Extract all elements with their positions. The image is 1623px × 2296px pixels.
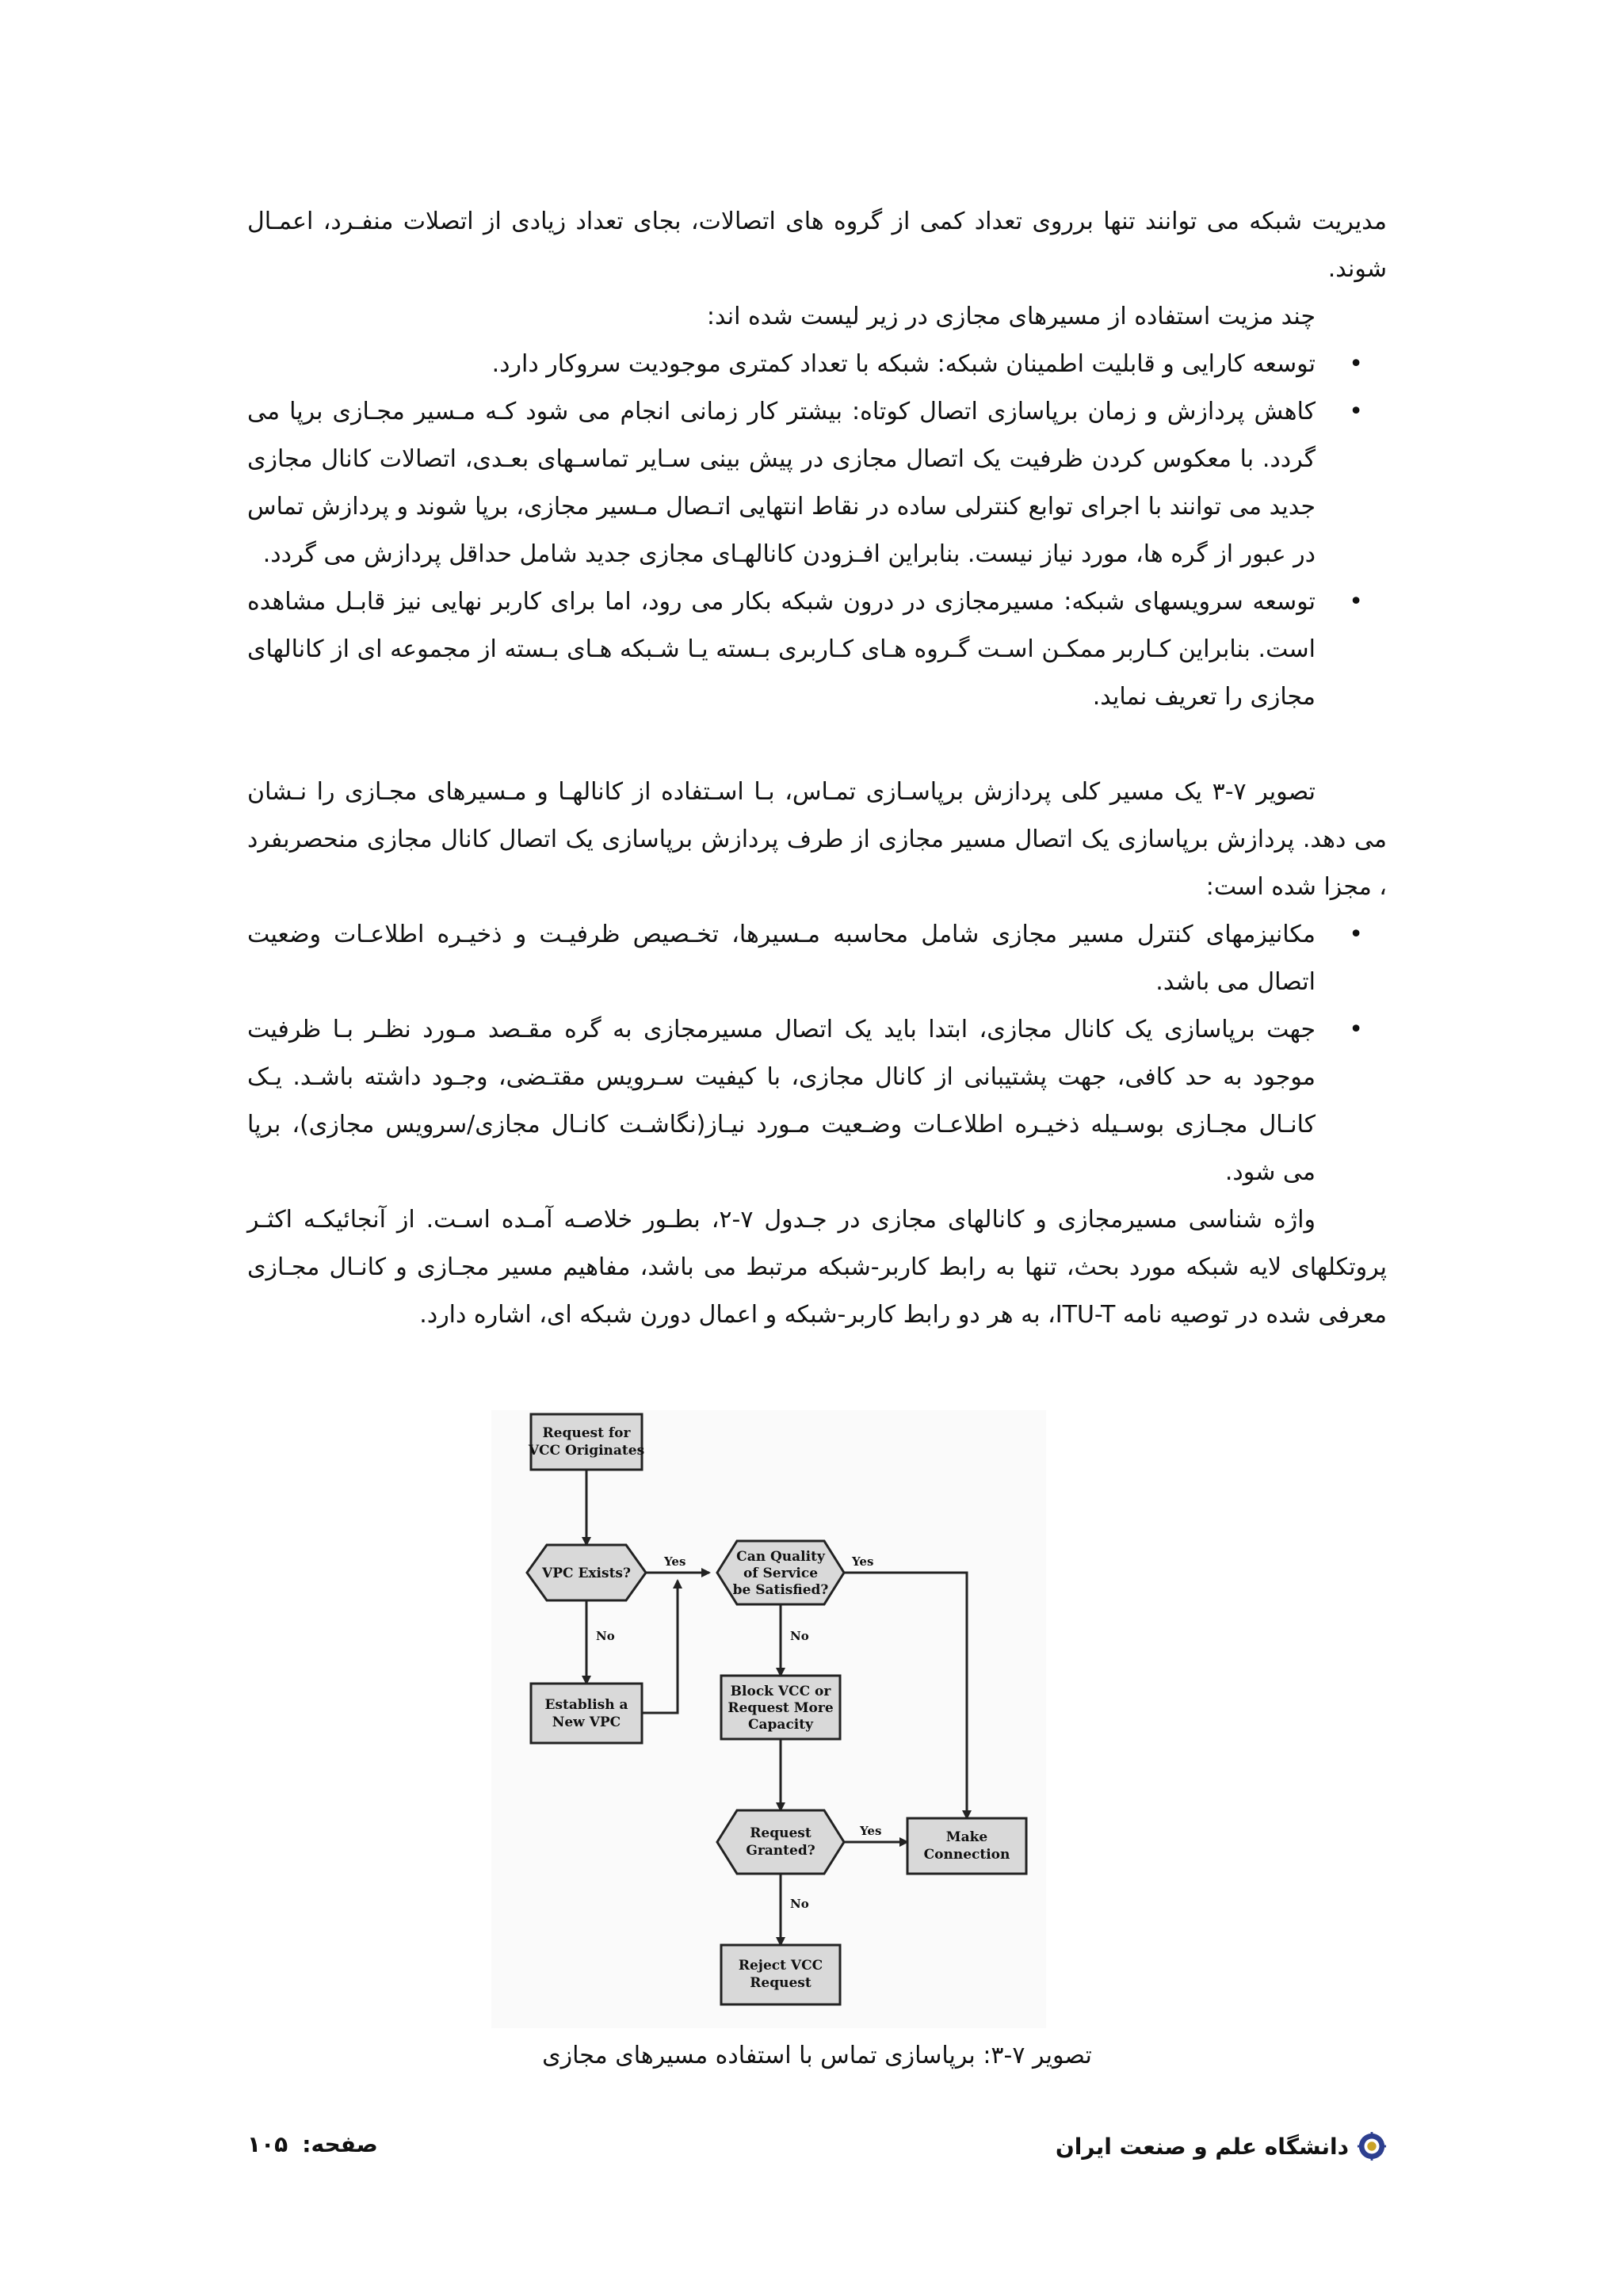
advantages-list <box>247 341 1387 721</box>
paragraph-figure-reference: تصویر ۷-۳ یک مسیر کلی پردازش برپاسـازی تمـاس، بـا اسـتفاده از کانالهـا و مـسیرهای مجـازی را نـشان می دهد. پردازش برپاسازی یک اتصال مسیر مجازی از طرف پردازش برپاسازی یک اتصال کانال مجازی منحصربفرد ، مجزا شده است: <box>247 778 1387 901</box>
paragraph-terminology: واژه شناسی مسیرمجازی و کانالهای مجازی در جـدول ۷-۲، بطـور خلاصـه آمـده اسـت. از آنجائیکـه اکثـر پروتکلهای لایه شبکه مورد بحث، تنها به رابط کاربر-شبکه مرتبط می باشد، مفاهیم مسیر مجـازی و کانـال مجـازی معرفی شده در توصیه نامه ITU-T، به هر دو رابط کاربر-شبکه و اعمال دورن شبکه ای، اشاره دارد. <box>247 1206 1387 1329</box>
paragraph-advantages-lead: چند مزیت استفاده از مسیرهای مجازی در زیر لیست شده اند: <box>706 303 1316 330</box>
page-label: صفحه: <box>302 2131 378 2157</box>
node-granted-line2: Granted? <box>746 1843 815 1859</box>
node-granted-line1: Request <box>750 1825 812 1841</box>
setup-list <box>247 911 1387 1196</box>
label-yes-quality: Yes <box>852 1554 874 1569</box>
list-item: • توسعه کارایی و قابلیت اطمینان شبکه: شبکه با تعداد کمتری موجودیت سروکار دارد. <box>247 341 1387 388</box>
figure-caption: تصویر ۷-۳: برپاسازی تماس با استفاده مسیرهای مجازی <box>542 2042 1092 2069</box>
label-no-vpc: No <box>596 1629 615 1643</box>
university-block <box>1056 2131 1387 2161</box>
node-request-line1: Request for <box>542 1425 631 1441</box>
node-can-quality-line2: of Service <box>743 1566 819 1581</box>
flowchart-svg <box>491 1410 1046 2028</box>
node-reject-line1: Reject VCC <box>738 1958 823 1974</box>
body-text <box>247 198 1387 1339</box>
list-item: • جهت برپاسازی یک کانال مجازی، ابتدا باید یک اتصال مسیرمجازی به گره مقـصد مـورد نظـر بـا ظرفیت موجود به حد کافی، جهت پشتیبانی از کانال مجازی، با کیفیت سـرویس مقتـضی، وجـود داشته باشـد. یـک کانـال مجـازی بوسـیله ذخیـره اطلاعـات وضـعیت مـورد نیـاز(نگاشـت کانـال مجازی/سرویس مجازی)، برپا می شود. <box>247 1006 1387 1196</box>
node-block-line1: Block VCC or <box>730 1684 831 1699</box>
list-item: • کاهش پردازش و زمان برپاسازی اتصال کوتاه: بیشتر کار زمانی انجام می شود کـه مـسیر مجـازی برپا می گردد. با معکوس کردن ظرفیت یک اتصال مجازی در پیش بینی سـایر تماسـهای بعـدی، اتصالات کانال مجازی جدید می توانند با اجرای توابع کنترلی ساده در نقاط انتهایی اتـصال مـسیر مجازی، برپا شوند و پردازش تماس در عبور از گره ها، مورد نیاز نیست. بنابراین افـزودن کانالهـای مجازی جدید شامل حداقل پردازش می گردد. <box>247 388 1387 578</box>
node-block-line3: Capacity <box>748 1717 813 1733</box>
node-make-line2: Connection <box>923 1847 1010 1863</box>
node-can-quality-line1: Can Quality <box>736 1549 825 1565</box>
node-establish <box>531 1684 642 1743</box>
label-no-quality: No <box>790 1629 809 1643</box>
list-item: • توسعه سرویسهای شبکه: مسیرمجازی در درون شبکه بکار می رود، اما برای کاربر نهایی نیز قابـل مشاهده است. بنابراین کـاربر ممکـن اسـت گـروه هـای کـاربری بـسته یـا شـبکه هـای بـسته از مجموعه ای از کانالهای مجازی را تعریف نماید. <box>247 578 1387 721</box>
list-item: • مکانیزمهای کنترل مسیر مجازی شامل محاسبه مـسیرها، تخـصیص ظرفیـت و ذخیـره اطلاعـات وضعیت اتصال می باشد. <box>247 911 1387 1006</box>
paragraph-intro: مدیریت شبکه می توانند تنها برروی تعداد کمی از گروه های اتصالات، بجای تعداد زیادی از اتصلات منفـرد، اعمـال شوند. <box>247 208 1387 283</box>
node-reject-line2: Request <box>750 1975 812 1991</box>
node-request <box>531 1414 642 1470</box>
node-request-line2: VCC Originates <box>528 1443 645 1459</box>
flowchart-figure <box>491 1410 1046 2028</box>
label-no-granted: No <box>790 1897 809 1911</box>
node-can-quality-line3: be Satisfied? <box>732 1582 829 1598</box>
node-block-line2: Request More <box>727 1700 834 1716</box>
arrow-establish-to-merge <box>642 1581 678 1713</box>
label-yes-vpc: Yes <box>664 1554 686 1569</box>
node-establish-line2: New VPC <box>552 1714 621 1730</box>
node-vpc-exists-label: VPC Exists? <box>542 1566 631 1581</box>
page-number-block <box>247 2131 378 2157</box>
label-yes-granted: Yes <box>860 1824 882 1838</box>
page-footer <box>247 2131 1387 2179</box>
arrow-quality-yes-to-make <box>844 1573 967 1818</box>
university-name: دانشگاه علم و صنعت ایران <box>1055 2133 1349 2160</box>
university-logo-icon <box>1357 2131 1387 2161</box>
node-granted <box>717 1810 844 1874</box>
node-establish-line1: Establish a <box>544 1697 628 1713</box>
page-number: ۱۰۵ <box>247 2131 288 2157</box>
node-make-connection <box>907 1818 1026 1874</box>
node-make-line1: Make <box>945 1829 988 1845</box>
